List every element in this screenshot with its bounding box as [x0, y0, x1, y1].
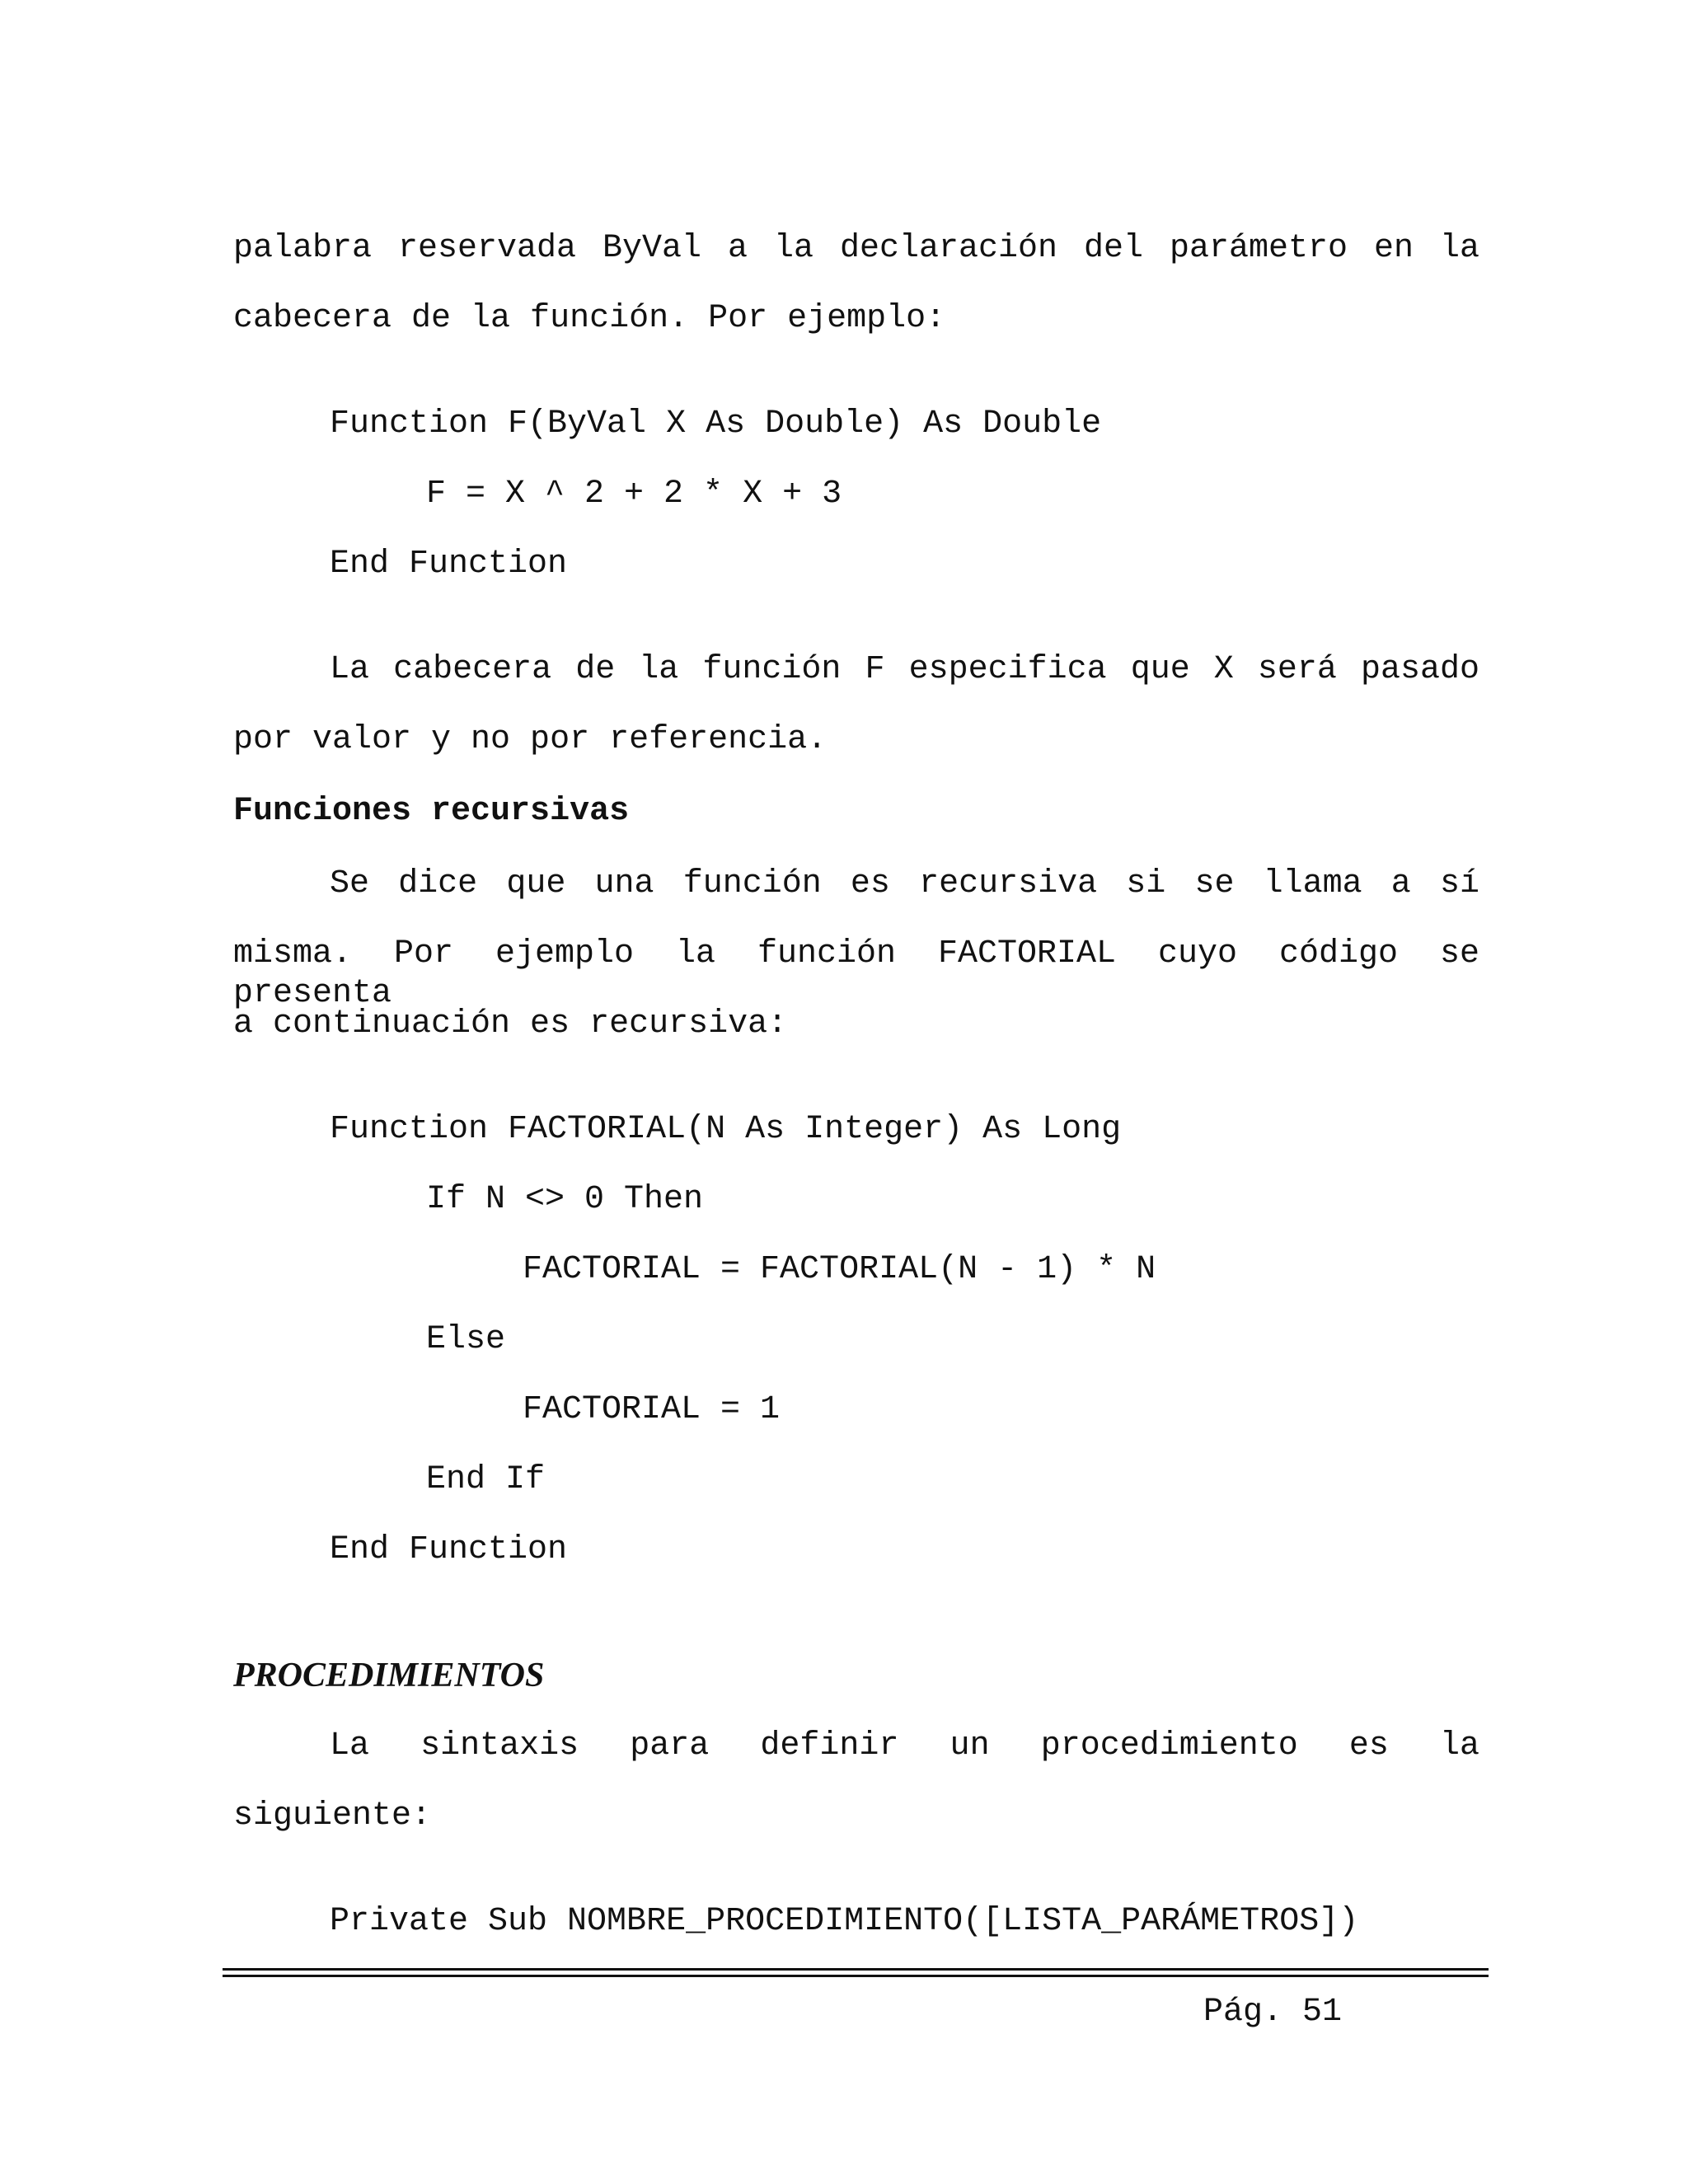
code-line: F = X ^ 2 + 2 * X + 3: [426, 476, 842, 513]
paragraph-line: misma. Por ejemplo la función FACTORIAL cuyo código se presenta: [233, 935, 1479, 1012]
section-heading: PROCEDIMIENTOS: [233, 1657, 545, 1694]
paragraph-line: siguiente:: [233, 1797, 432, 1835]
paragraph-line: cabecera de la función. Por ejemplo:: [233, 300, 946, 337]
code-line: If N <> 0 Then: [426, 1181, 704, 1218]
code-line: Function FACTORIAL(N As Integer) As Long: [330, 1111, 1122, 1148]
paragraph-line: palabra reservada ByVal a la declaración del parámetro en la: [233, 230, 1479, 267]
code-line: End Function: [330, 546, 568, 583]
code-line: FACTORIAL = 1: [523, 1391, 781, 1428]
code-line: Private Sub NOMBRE_PROCEDIMIENTO([LISTA_PARÁMETROS]): [330, 1903, 1359, 1940]
code-line: End Function: [330, 1531, 568, 1568]
footer-rule: [223, 1968, 1489, 1971]
code-line: Function F(ByVal X As Double) As Double: [330, 405, 1102, 443]
paragraph-line: La cabecera de la función F especifica que X será pasado: [330, 651, 1479, 688]
paragraph-line: La sintaxis para definir un procedimiento es la: [330, 1727, 1479, 1765]
section-heading: Funciones recursivas: [233, 793, 630, 830]
code-line: End If: [426, 1461, 546, 1498]
code-line: Else: [426, 1321, 506, 1358]
paragraph-line: por valor y no por referencia.: [233, 721, 828, 758]
page-number: Pág. 51: [1203, 1994, 1343, 2031]
footer-rule: [223, 1975, 1489, 1977]
paragraph-line: Se dice que una función es recursiva si se llama a sí: [330, 865, 1479, 902]
paragraph-line: a continuación es recursiva:: [233, 1005, 788, 1043]
code-line: FACTORIAL = FACTORIAL(N - 1) * N: [523, 1251, 1156, 1288]
